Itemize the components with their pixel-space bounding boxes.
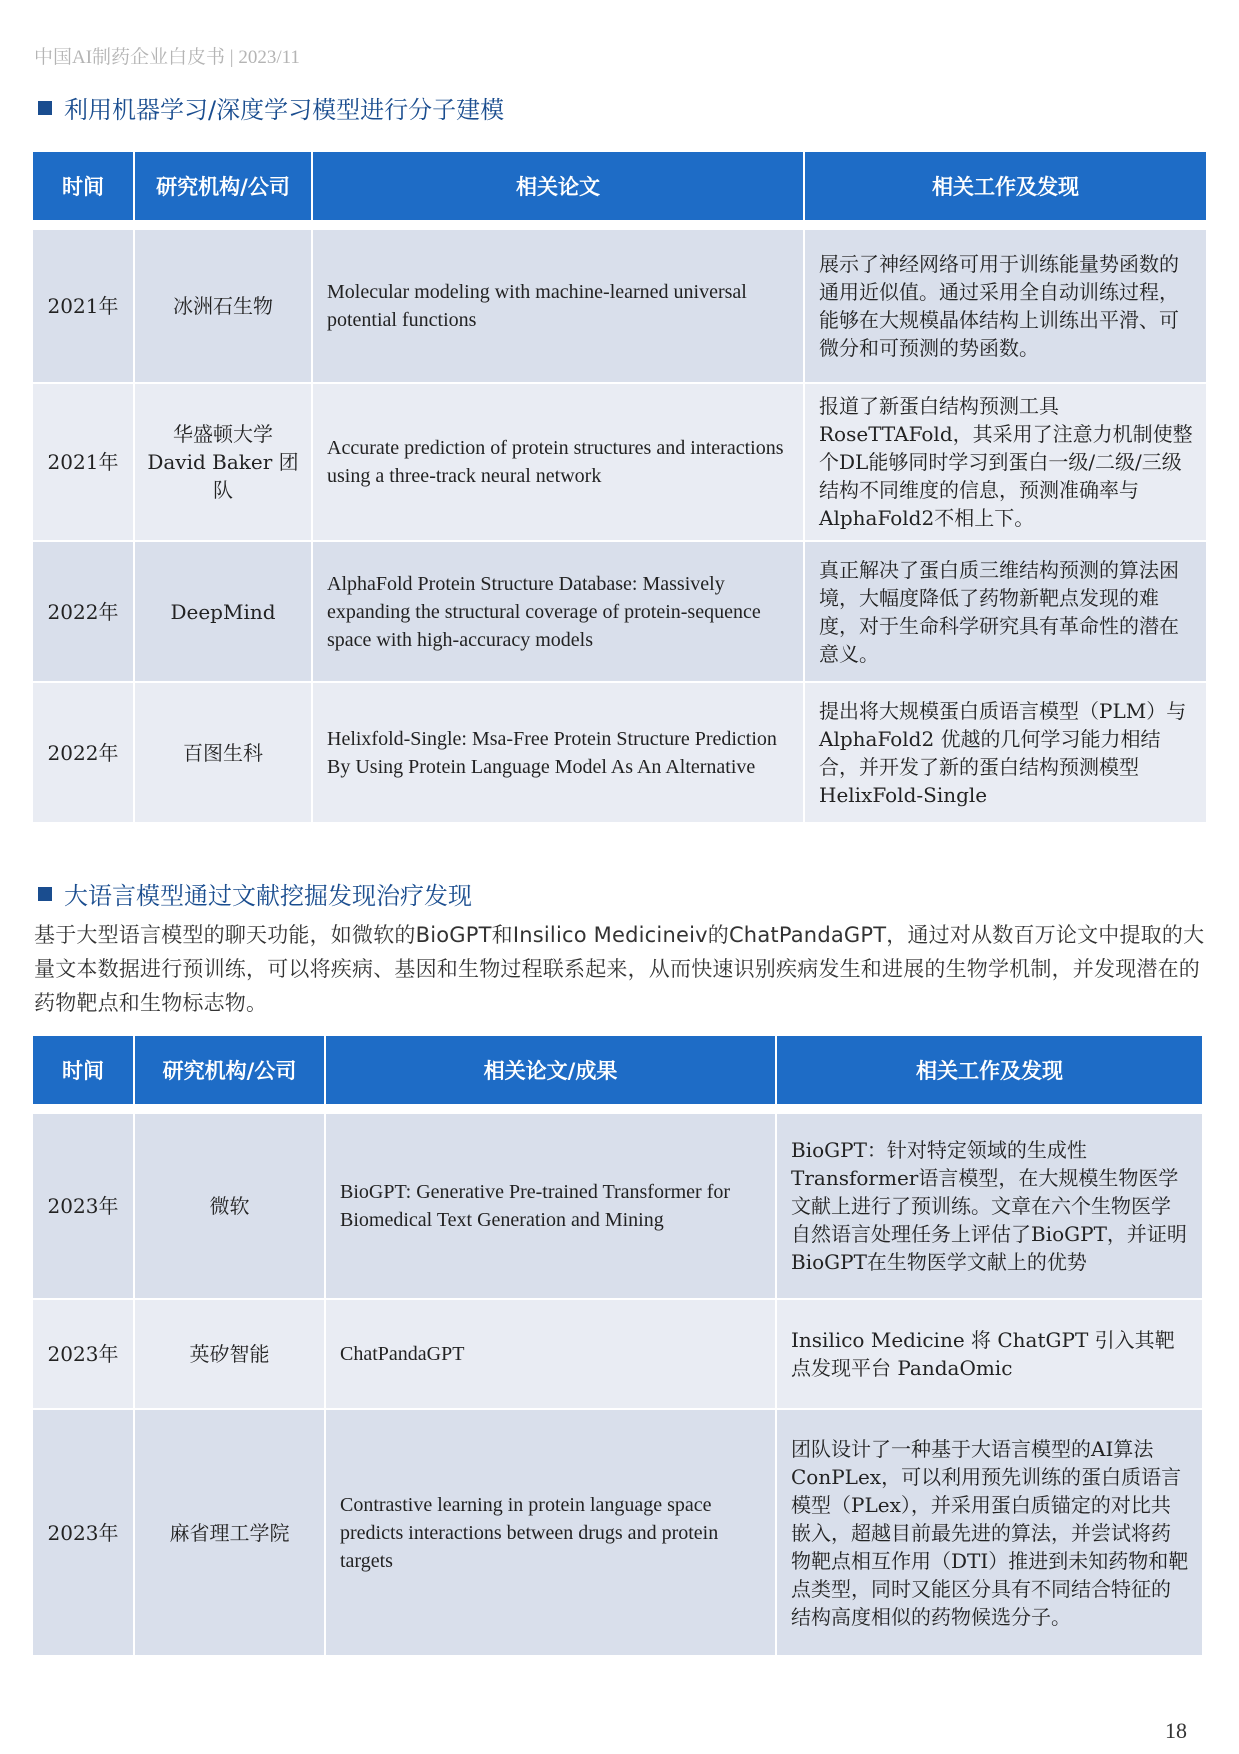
col-header-institution: 研究机构/公司 — [134, 152, 312, 220]
cell-institution: 微软 — [134, 1113, 325, 1299]
cell-finding: 报道了新蛋白结构预测工具RoseTTAFold，其采用了注意力机制使整个DL能够同时学习到蛋白一级/二级/三级结构不同维度的信息，预测准确率与AlphaFold2不相上下。 — [804, 383, 1206, 541]
cell-finding: 真正解决了蛋白质三维结构预测的算法困境，大幅度降低了药物新靶点发现的难度，对于生命科学研究具有革命性的潜在意义。 — [804, 541, 1206, 682]
intro-paragraph: 基于大型语言模型的聊天功能，如微软的BioGPT和Insilico Medicineiv的ChatPandaGPT，通过对从数百万论文中提取的大量文本数据进行预训练，可以将疾病、基因和生物过程联系起来，从而快速识别疾病发生和进展的生物学机制，并发现潜在的药物靶点和生物标志物。 — [34, 923, 1205, 1015]
section-title-text: 利用机器学习/深度学习模型进行分子建模 — [64, 96, 505, 124]
section-title-llm-mining — [38, 876, 472, 911]
table-row — [33, 1113, 1202, 1299]
cell-paper: Molecular modeling with machine-learned universal potential functions — [312, 229, 804, 383]
cell-finding: 展示了神经网络可用于训练能量势函数的通用近似值。通过采用全自动训练过程，能够在大规模晶体结构上训练出平滑、可微分和可预测的势函数。 — [804, 229, 1206, 383]
col-header-paper: 相关论文 — [312, 152, 804, 220]
cell-finding: Insilico Medicine 将 ChatGPT 引入其靶点发现平台 PandaOmic — [776, 1299, 1202, 1409]
cell-year: 2021年 — [33, 229, 134, 383]
cell-year: 2023年 — [33, 1299, 134, 1409]
running-header: 中国AI制药企业白皮书 | 2023/11 — [34, 47, 300, 68]
table-ml-modeling — [33, 152, 1206, 822]
col-header-finding: 相关工作及发现 — [776, 1036, 1202, 1104]
cell-paper: Accurate prediction of protein structures and interactions using a three-track neural network — [312, 383, 804, 541]
table-row — [33, 1409, 1202, 1655]
cell-finding: 提出将大规模蛋白质语言模型（PLM）与 AlphaFold2 优越的几何学习能力相结合，并开发了新的蛋白结构预测模型 HelixFold-Single — [804, 682, 1206, 822]
table-row — [33, 383, 1206, 541]
cell-paper: AlphaFold Protein Structure Database: Massively expanding the structural coverage of protein-sequence space with high-accuracy models — [312, 541, 804, 682]
col-header-year: 时间 — [33, 152, 134, 220]
cell-year: 2022年 — [33, 682, 134, 822]
cell-institution: DeepMind — [134, 541, 312, 682]
col-header-finding: 相关工作及发现 — [804, 152, 1206, 220]
table-row — [33, 682, 1206, 822]
square-bullet-icon — [38, 101, 52, 115]
cell-paper: BioGPT: Generative Pre-trained Transformer for Biomedical Text Generation and Mining — [325, 1113, 776, 1299]
cell-institution: 冰洲石生物 — [134, 229, 312, 383]
cell-finding: 团队设计了一种基于大语言模型的AI算法ConPLex，可以利用预先训练的蛋白质语言模型（PLex），并采用蛋白质锚定的对比共嵌入，超越目前最先进的算法，并尝试将药物靶点相互作用（DTI）推进到未知药物和靶点类型，同时又能区分具有不同结合特征的结构高度相似的药物候选分子。 — [776, 1409, 1202, 1655]
square-bullet-icon — [38, 887, 52, 901]
cell-year: 2023年 — [33, 1113, 134, 1299]
cell-institution: 麻省理工学院 — [134, 1409, 325, 1655]
page-number: 18 — [1165, 1718, 1187, 1743]
cell-institution: 英矽智能 — [134, 1299, 325, 1409]
cell-year: 2022年 — [33, 541, 134, 682]
cell-paper: Helixfold-Single: Msa-Free Protein Structure Prediction By Using Protein Language Model As An Alternative — [312, 682, 804, 822]
section-title-text: 大语言模型通过文献挖掘发现治疗发现 — [64, 882, 472, 910]
section-title-ml-modeling — [38, 90, 504, 125]
col-header-institution: 研究机构/公司 — [134, 1036, 325, 1104]
cell-paper: ChatPandaGPT — [325, 1299, 776, 1409]
table-row — [33, 541, 1206, 682]
table-llm-mining — [33, 1036, 1202, 1655]
cell-institution: 华盛顿大学 David Baker 团队 — [134, 383, 312, 541]
cell-year: 2023年 — [33, 1409, 134, 1655]
cell-institution: 百图生科 — [134, 682, 312, 822]
col-header-year: 时间 — [33, 1036, 134, 1104]
table-row — [33, 229, 1206, 383]
cell-paper: Contrastive learning in protein language space predicts interactions between drugs and protein targets — [325, 1409, 776, 1655]
col-header-paper: 相关论文/成果 — [325, 1036, 776, 1104]
cell-year: 2021年 — [33, 383, 134, 541]
table-row — [33, 1299, 1202, 1409]
cell-finding: BioGPT：针对特定领域的生成性Transformer语言模型，在大规模生物医学文献上进行了预训练。文章在六个生物医学自然语言处理任务上评估了BioGPT，并证明BioGPT在生物医学文献上的优势 — [776, 1113, 1202, 1299]
